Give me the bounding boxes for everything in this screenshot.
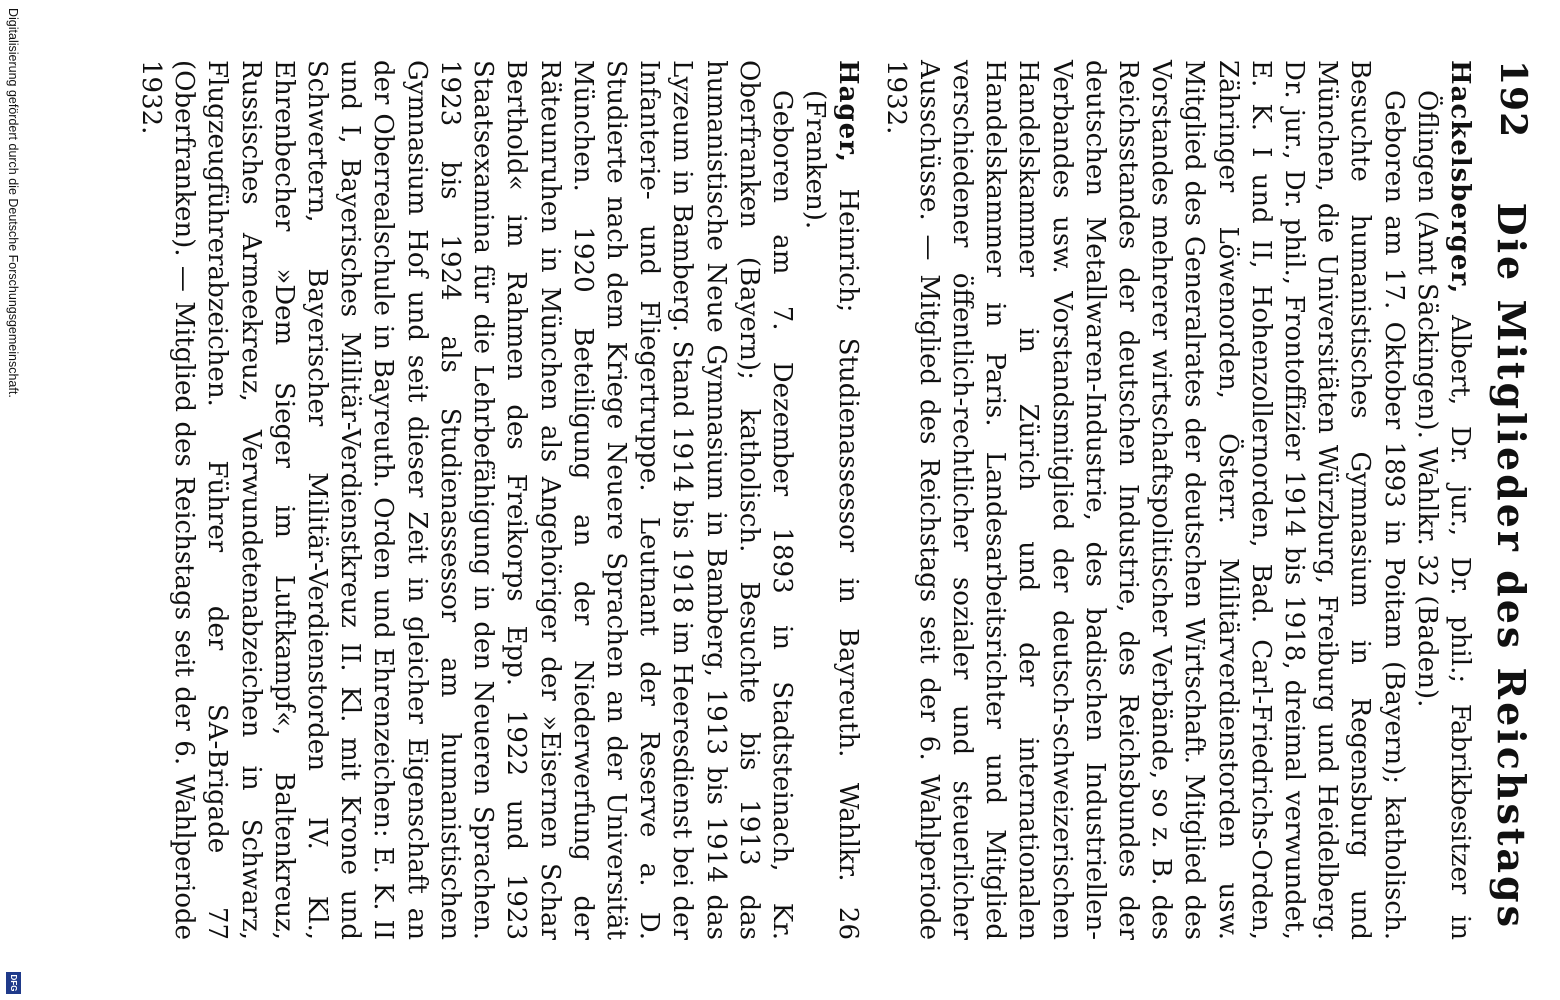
entry-heading: [1410, 60, 1476, 940]
member-title-constituency: Albert, Dr. jur., Dr. phil.; Fabrikbesitzer in Öflingen (Amt Säckingen). Wahlkr. 32 (Baden).: [1411, 90, 1475, 940]
dfg-logo-icon: DFG: [6, 972, 21, 994]
entry-biography-text: Geboren am 17. Oktober 1893 in Poitam (Bayern); katholisch. Besuchte humanistisches Gymnasium in Regensburg und München, die Universitäten Würzburg, Freiburg und Heidelberg. Dr. jur., Dr. phil., Frontoffizier 1914 bis 1918, dreimal verwundet, E. K. I und II, Hohenzollernorden, Bad. Carl-Friedrichs-Orden, Zähringer Löwenorden, Österr. Militärverdienstorden usw. Mitglied des Generalrates der deutschen Wirtschaft. Mitglied des Vorstandes mehrerer wirtschaftspolitischer Verbände, so z. B. des Reichsstandes der deutschen Industrie, des Reichsbundes der deutschen Metallwaren-Industrie, des badischen Industriellen-Verbandes usw. Vorstandsmitglied der deutsch-schweizerischen Handelskammer in Zürich und der internationalen Handelskammer in Paris. Landesarbeitsrichter und Mitglied verschiedener öffentlich-rechtlicher sozialer und steuerlicher Ausschüsse. — Mitglied des Reichstags seit der 6. Wahlperiode 1932.: [880, 60, 1409, 940]
member-title-constituency: Heinrich; Studienassessor in Bayreuth. Wahlkr. 26 (Franken).: [800, 90, 864, 940]
page-header: [1472, 60, 1542, 940]
entry-biography-text: Geboren am 7. Dezember 1893 in Stadtsteinach, Kr. Oberfranken (Bayern); katholisch. Besuchte bis 1913 das humanistische Neue Gymnasium in Bamberg, 1913 bis 1914 das Lyzeum in Bamberg. Stand 1914 bis 1918 im Heeresdienst bei der Infanterie- und Fliegertruppe. Leutnant der Reserve a. D. Studierte nach dem Kriege Neuere Sprachen an der Universität München. 1920 Beteiligung an der Niederwerfung der Räteunruhen in München als Angehöriger der »Eisernen Schar Berthold« im Rahmen des Freikorps Epp. 1922 und 1923 Staatsexamina für die Lehrbefähigung in den Neueren Sprachen. 1923 bis 1924 als Studienassessor am humanistischen Gymnasium Hof und seit dieser Zeit in gleicher Eigenschaft an der Oberrealschule in Bayreuth. Orden und Ehrenzeichen: E. K. II und I, Bayerisches Militär-Verdienstkreuz II. Kl. mit Krone und Schwertern, Bayerischer Militär-Verdienstorden IV. Kl., Ehrenbecher »Dem Sieger im Luftkampf«, Baltenkreuz, Russisches Armeekreuz, Verwundetenabzeichen in Schwarz, Flugzeugführerabzeichen. Führer der SA-Brigade 77 (Oberfranken). — Mitglied des Reichstags seit der 6. Wahlperiode 1932.: [136, 60, 797, 940]
member-name: Hackelsberger,: [1445, 60, 1475, 295]
funding-notice: Digitalisierung gefördert durch die Deutsche Forschungsgemeinschaft.: [6, 8, 20, 398]
running-title: Die Mitglieder des Reichstags: [1489, 202, 1534, 930]
biography-entry-hager: [134, 60, 864, 940]
member-name: Hager,: [833, 60, 864, 163]
entry-heading: [798, 60, 864, 940]
digitization-footer: [0, 0, 26, 1000]
biography-entries: [134, 60, 1476, 940]
page-number: 192: [1492, 60, 1534, 139]
biography-entry-hackelsberger: [878, 60, 1476, 940]
